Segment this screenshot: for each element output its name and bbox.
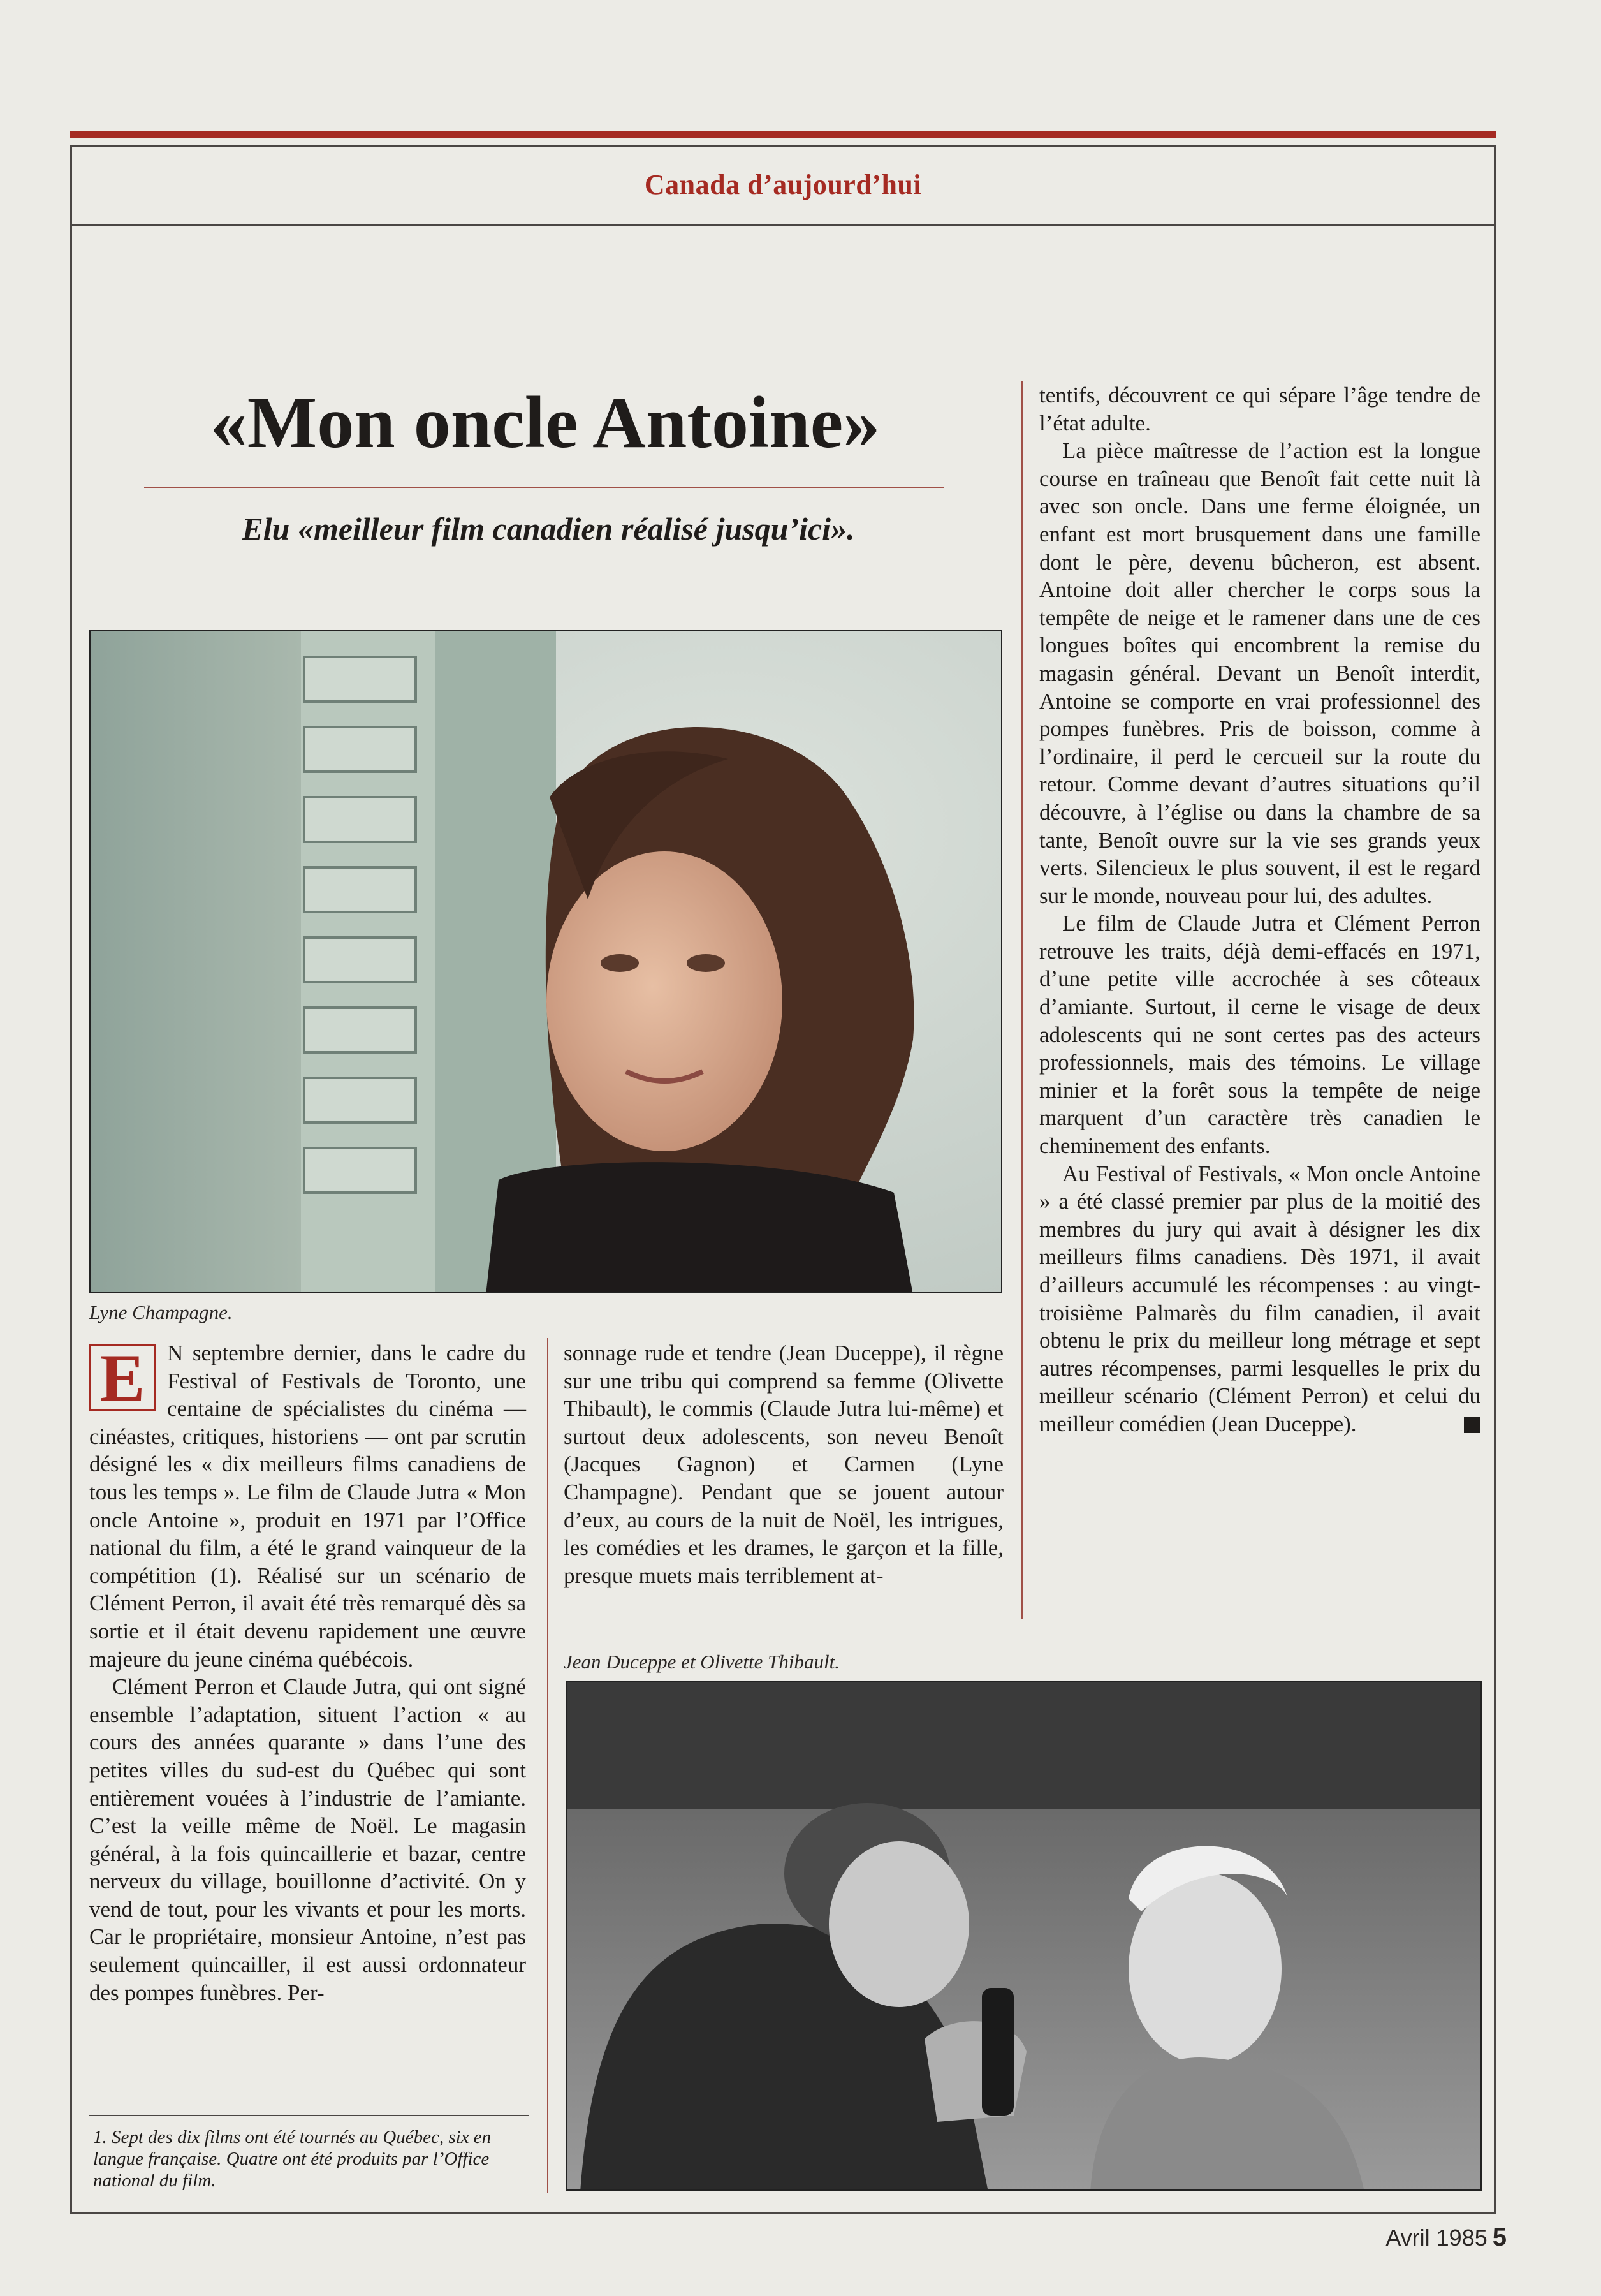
paragraph: La pièce maîtresse de l’action est la longue course en traîneau que Benoît fait cette nuit là avec son oncle. Dans une ferme éloignée, un enfant est mort brusquement dans une famille dont le père, devenu bûcheron, est absent. Antoine doit aller chercher le corps sous la tempête de neige et le ramener dans une de ces longues boîtes qui encombrent la remise du magasin général. Devant un Benoît interdit, Antoine se comporte en vrai professionnel des pompes funèbres. Pris de boisson, comme à l’ordinaire, il perd le cercueil sur la route du retour. Comme devant d’autres situations qu’il découvre, à l’église ou dans la chambre de sa tante, Benoît ouvre sur la vie ses grands yeux verts. Silencieux le plus souvent, il est le regard sur le monde, nouveau pour lui, des adultes. bbox=[1039, 438, 1480, 908]
page-number: 5 bbox=[1492, 2223, 1507, 2251]
drop-cap: E bbox=[89, 1344, 156, 1411]
photo-lyne-champagne bbox=[89, 630, 1002, 1293]
column-divider bbox=[547, 1338, 548, 2193]
article-column-2 bbox=[564, 1339, 1004, 1589]
paragraph: Clément Perron et Claude Jutra, qui ont signé ensemble l’adaptation, situent l’action « au cours des années quarante » dans l’une des petites villes du sud-est du Québec qui sont entièrement vouées à l’industrie de l’amiante. C’est la veille même de Noël. Le magasin général, à la fois quincaillerie et bazar, centre nerveux du village, bouillonne d’activité. On y vend de tout, pour les vivants et pour les morts. Car le propriétaire, monsieur Antoine, n’est pas seulement quincailler, il est aussi ordonnateur des pompes funèbres. Per- bbox=[89, 1674, 526, 2005]
header-band bbox=[70, 145, 1496, 226]
footnote-rule bbox=[89, 2115, 529, 2116]
title-rule bbox=[144, 487, 944, 488]
portrait-illustration bbox=[91, 631, 1002, 1293]
article-column-1 bbox=[89, 1339, 526, 2006]
top-accent-rule bbox=[70, 131, 1496, 138]
scene-illustration bbox=[567, 1682, 1482, 2191]
caption-photo1: Lyne Champagne. bbox=[89, 1301, 233, 1323]
caption-photo2: Jean Duceppe et Olivette Thibault. bbox=[564, 1651, 840, 1673]
paragraph-final: Au Festival of Festivals, « Mon oncle Antoine » a été classé premier par plus de la moitié des membres du jury qui avait à désigner les dix meilleurs films canadiens. Dès 1971, il avait d’ailleurs accumulé les récompenses : au vingt-troisième Palmarès du film canadien, il avait obtenu le prix du meilleur long métrage et sept autres récompenses, parmi lesquelles le prix du meilleur scénario (Clément Perron) et celui du meilleur comédien (Jean Duceppe). bbox=[1039, 1161, 1480, 1436]
photo-duceppe-thibault bbox=[566, 1681, 1482, 2191]
column-divider bbox=[1021, 381, 1023, 1619]
paragraph-intro: E N septembre dernier, dans le cadre du Festival of Festivals de Toronto, une centaine de spécialistes du cinéma — cinéastes, critiques, historiens — ont par scrutin désigné les « dix meilleurs films canadiens de tous les temps ». Le film de Claude Jutra « Mon oncle Antoine », produit en 1971 par l’Office national du film, a été le grand vainqueur de la compétition (1). Réalisé sur un scénario de Clément Perron, il avait été très remarqué dès sa sortie et il était devenu rapidement une œuvre majeure du jeune cinéma québécois. bbox=[89, 1341, 526, 1672]
article-title: «Mon oncle Antoine» bbox=[210, 382, 881, 464]
article-column-3 bbox=[1039, 381, 1480, 1438]
section-title: Canada d’aujourd’hui bbox=[644, 169, 922, 200]
page-footer bbox=[1385, 2223, 1507, 2252]
paragraph: tentifs, découvrent ce qui sépare l’âge tendre de l’état adulte. bbox=[1039, 383, 1480, 436]
paragraph: Le film de Claude Jutra et Clément Perron retrouve les traits, déjà demi-effacés en 1971, d’une petite ville accrochée à ses côteaux d’amiante. Surtout, il cerne le visage de deux adolescents qui ne sont certes pas des acteurs professionnels, mais des témoins. Le village minier et la forêt sous la tempête de neige marquent d’un caractère très canadien le cheminement des enfants. bbox=[1039, 911, 1480, 1159]
article-subtitle: Elu «meilleur film canadien réalisé jusqu’ici». bbox=[242, 511, 855, 547]
issue-date: Avril 1985 bbox=[1385, 2225, 1488, 2251]
paragraph: sonnage rude et tendre (Jean Duceppe), il règne sur une tribu qui comprend sa femme (Olivette Thibault), le commis (Claude Jutra lui-même) et surtout deux adolescents, son neveu Benoît (Jacques Gagnon) et Carmen (Lyne Champagne). Pendant que se jouent autour d’eux, au cours de la nuit de Noël, les intrigues, les comédies et les drames, le garçon et la fille, presque muets mais terriblement at- bbox=[564, 1341, 1004, 1588]
end-of-article-mark bbox=[1464, 1417, 1480, 1433]
footnote: 1. Sept des dix films ont été tournés au Québec, six en langue française. Quatre ont été produits par l’Office national du film. bbox=[93, 2127, 492, 2191]
